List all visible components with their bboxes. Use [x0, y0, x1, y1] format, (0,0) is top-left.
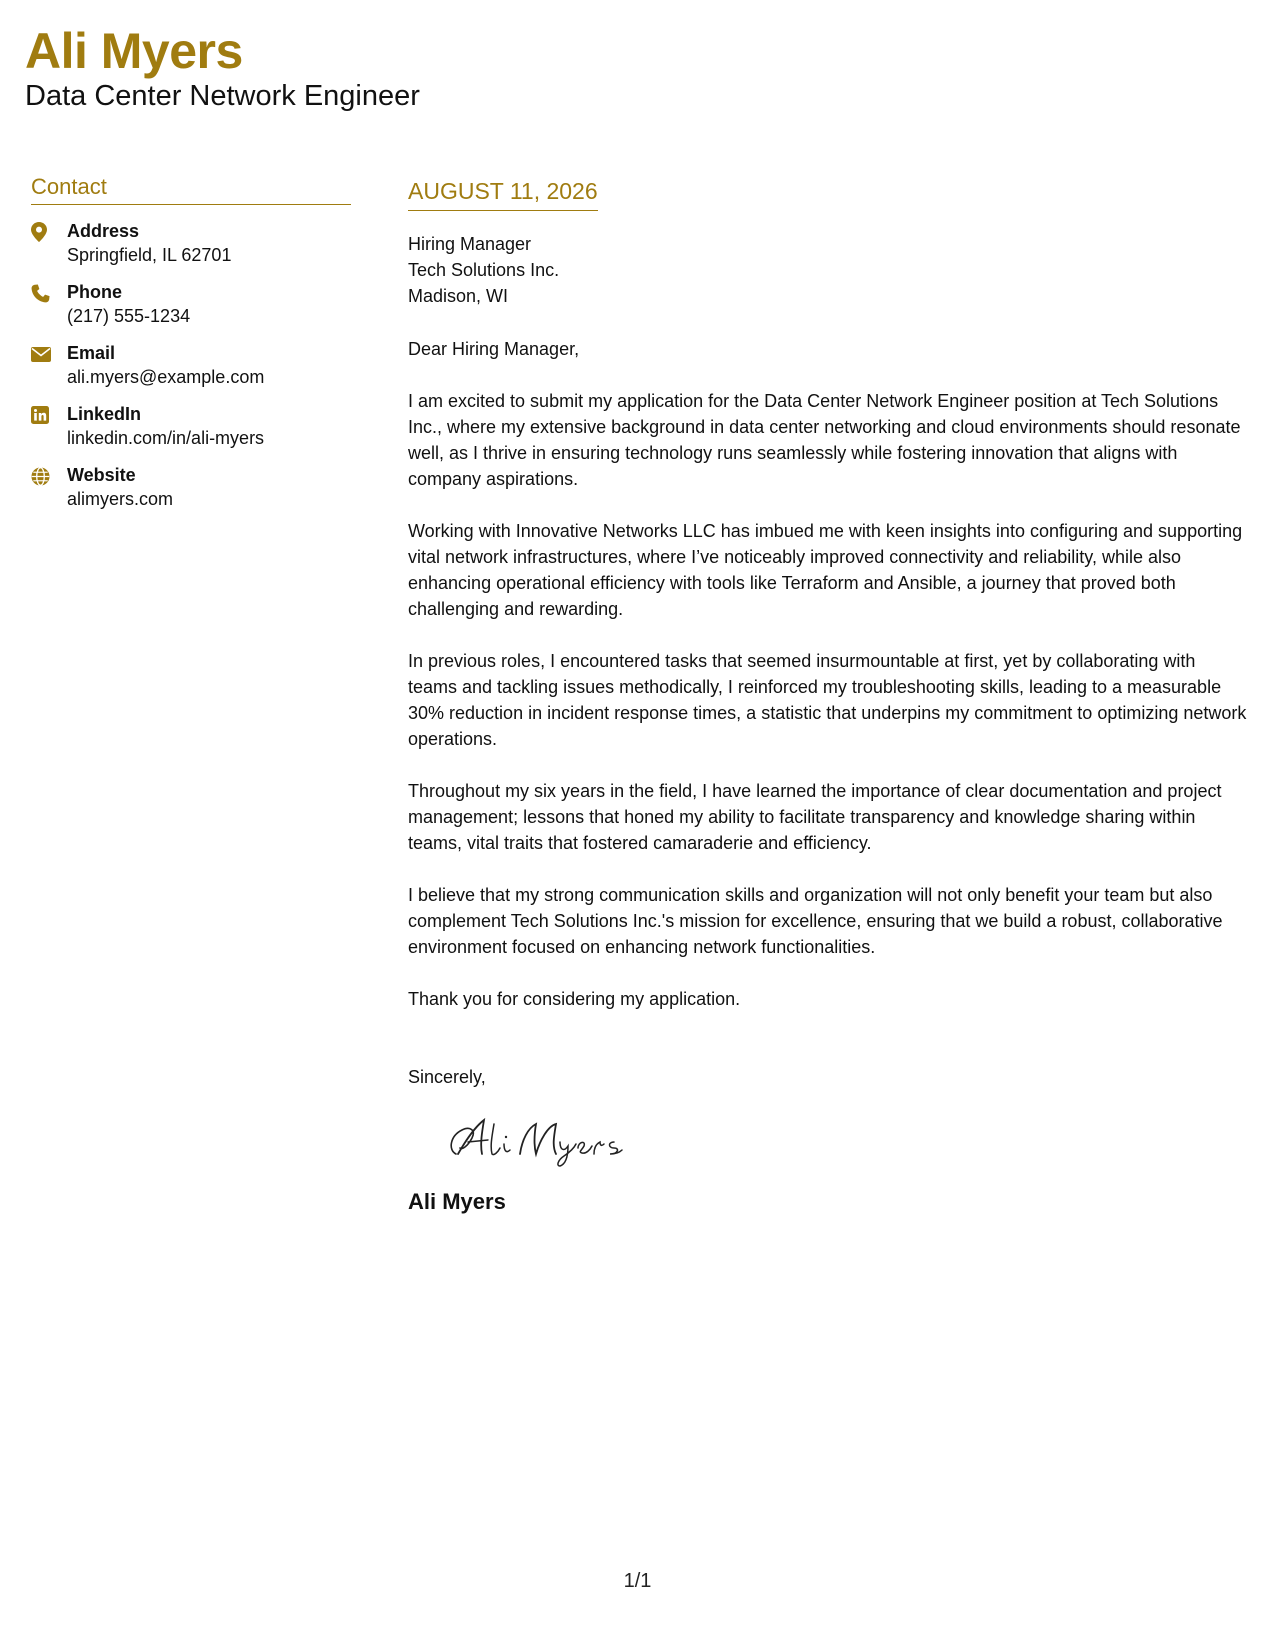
- applicant-name: Ali Myers: [25, 23, 243, 79]
- body-paragraph: In previous roles, I encountered tasks that seemed insurmountable at first, yet by collaborating with teams and tackling issues methodically, I reinforced my troubleshooting skills, leading to a measurable 30% reduction in incident response times, a statistic that underpins my commitment to optimizing network operations.: [408, 651, 1247, 749]
- contact-item-phone: [31, 280, 351, 328]
- page-number: 1/1: [623, 1570, 652, 1592]
- contact-heading: Contact: [31, 172, 351, 205]
- contact-label: Email: [67, 343, 116, 363]
- envelope-icon: [31, 341, 55, 365]
- contact-value: alimyers.com: [67, 489, 174, 509]
- recipient-line: Tech Solutions Inc.: [408, 260, 560, 280]
- contact-value: Springfield, IL 62701: [67, 245, 232, 265]
- contact-value: ali.myers@example.com: [67, 367, 265, 387]
- salutation: Dear Hiring Manager,: [408, 339, 580, 359]
- contact-label: LinkedIn: [67, 404, 142, 424]
- recipient-line: Madison, WI: [408, 286, 509, 306]
- sign-off: Sincerely,: [408, 1067, 486, 1087]
- body-paragraph: Throughout my six years in the field, I have learned the importance of clear documentation and project management; lessons that honed my ability to facilitate transparency and knowledge sharing within teams, vital traits that fostered camaraderie and efficiency.: [408, 781, 1222, 853]
- contact-item-website: [31, 463, 351, 511]
- contact-item-address: [31, 219, 351, 267]
- contact-value: (217) 555-1234: [67, 306, 191, 326]
- closing-thanks: Thank you for considering my application.: [408, 989, 741, 1009]
- recipient-line: Hiring Manager: [408, 234, 532, 254]
- contact-label: Phone: [67, 282, 123, 302]
- linkedin-icon: [31, 402, 55, 426]
- body-paragraph: I am excited to submit my application for the Data Center Network Engineer position at Tech Solutions Inc., where my extensive background in data center networking and cloud environments should resonate well, as I thrive in ensuring technology runs seamlessly while fostering innovation that aligns with company aspirations.: [408, 391, 1241, 489]
- body-paragraph: Working with Innovative Networks LLC has imbued me with keen insights into configuring and supporting vital network infrastructures, where I’ve noticeably improved connectivity and reliability, while also enhancing operational efficiency with tools like Terraform and Ansible, a journey that proved both challenging and rewarding.: [408, 521, 1243, 619]
- contact-label: Website: [67, 465, 136, 485]
- signed-name: Ali Myers: [408, 1189, 506, 1214]
- recipient-block: [408, 231, 1248, 309]
- contact-item-linkedin: [31, 402, 351, 450]
- letter-header: [25, 22, 420, 114]
- letter-body: [408, 176, 1248, 1216]
- job-title: Data Center Network Engineer: [25, 80, 420, 112]
- contact-item-email: [31, 341, 351, 389]
- body-paragraph: I believe that my strong communication skills and organization will not only benefit your team but also complement Tech Solutions Inc.'s mission for excellence, ensuring that we build a robust, collaborative environment focused on enhancing network functionalities.: [408, 885, 1223, 957]
- contact-sidebar: [31, 172, 351, 524]
- letter-date: AUGUST 11, 2026: [408, 176, 598, 211]
- contact-value: linkedin.com/in/ali-myers: [67, 428, 265, 448]
- globe-icon: [31, 463, 55, 487]
- contact-label: Address: [67, 221, 140, 241]
- phone-icon: [31, 280, 55, 304]
- handwritten-signature: [444, 1110, 644, 1170]
- map-pin-icon: [31, 219, 55, 243]
